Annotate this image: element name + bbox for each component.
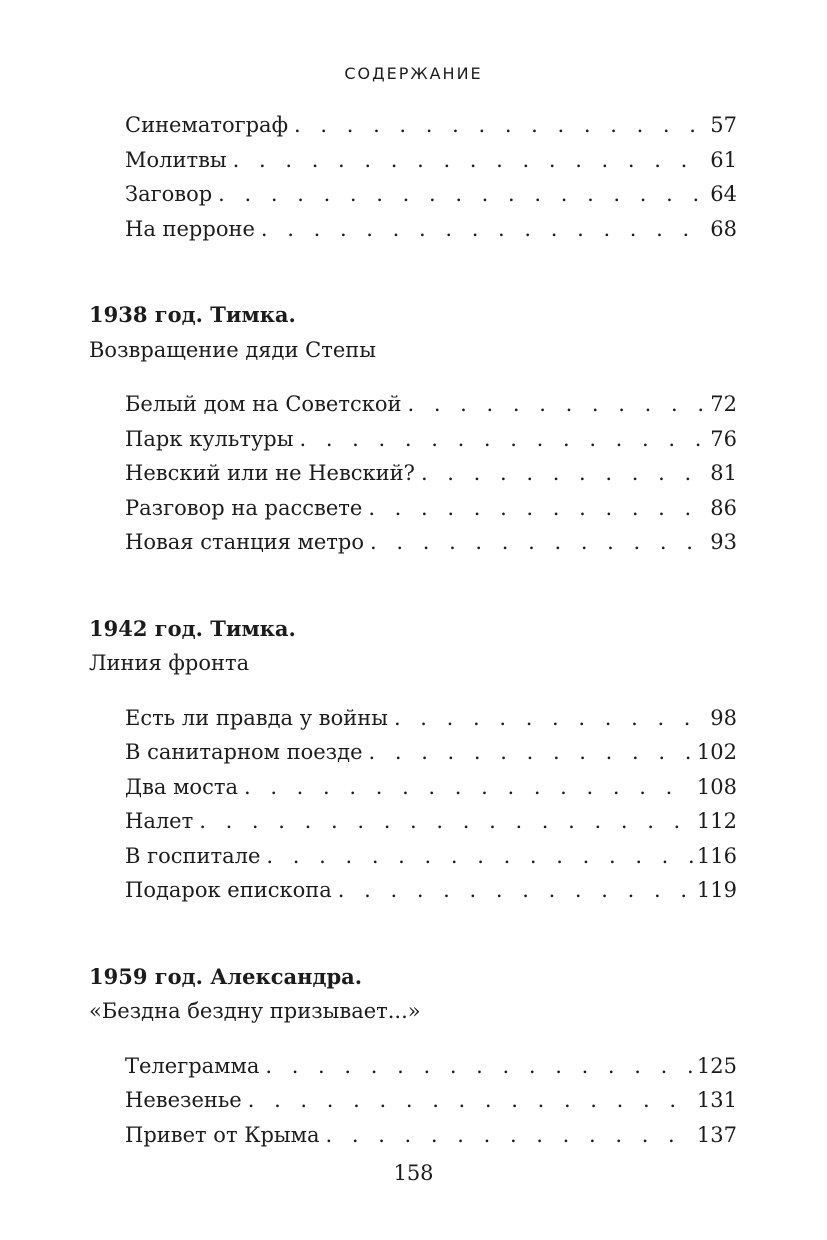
part-subtitle: Возвращение дяди Степы	[89, 337, 376, 362]
dot-leader	[218, 177, 706, 212]
toc-entry-title: Белый дом на Советской	[125, 392, 402, 416]
toc-entry[interactable]	[89, 387, 737, 422]
toc-entry-title: Разговор на рассвете	[125, 495, 363, 520]
toc-entry[interactable]	[89, 177, 737, 212]
toc-entry[interactable]	[89, 491, 737, 526]
intro-entries	[89, 108, 737, 246]
dot-leader	[369, 735, 693, 770]
dot-leader	[233, 143, 707, 178]
toc-entry-title: Налет	[125, 809, 194, 833]
toc-entry-title: В санитарном поезде	[125, 740, 363, 764]
toc-entry-title: Есть ли правда у войны	[125, 705, 388, 730]
page-number: 158	[393, 1161, 434, 1185]
table-of-contents	[89, 108, 737, 1152]
toc-entry-title: Новая станция метро	[125, 530, 365, 554]
toc-entry-title: Парк культуры	[125, 426, 294, 451]
toc-entry-page: 108	[696, 774, 737, 799]
part-subtitle: Линия фронта	[89, 651, 250, 675]
toc-entry[interactable]	[89, 735, 737, 770]
toc-entry-page: 72	[710, 392, 737, 416]
dot-leader	[370, 525, 706, 560]
toc-entry[interactable]	[89, 422, 737, 457]
dot-leader	[368, 491, 706, 526]
part-entries	[89, 387, 737, 560]
dot-leader	[338, 873, 693, 908]
toc-entry-page: 116	[696, 843, 737, 868]
toc-entry-title: Невский или не Невский?	[125, 461, 415, 485]
dot-leader	[261, 212, 706, 247]
dot-leader	[407, 387, 706, 422]
toc-entry[interactable]	[89, 770, 737, 805]
toc-entry-page: 68	[710, 216, 737, 241]
toc-entry-title: Два моста	[125, 774, 238, 799]
toc-entry[interactable]	[89, 456, 737, 491]
toc-entry-page: 81	[710, 461, 737, 485]
toc-entry[interactable]	[89, 1049, 737, 1084]
toc-entry[interactable]	[89, 525, 737, 560]
dot-leader	[394, 701, 706, 736]
dot-leader	[265, 1049, 693, 1084]
toc-entry-page: 137	[696, 1122, 737, 1147]
dot-leader	[421, 456, 706, 491]
toc-entry-page: 61	[710, 147, 737, 172]
toc-entry[interactable]	[89, 212, 737, 247]
toc-entry[interactable]	[89, 1083, 737, 1118]
toc-entry-page: 102	[696, 740, 737, 764]
toc-entry-page: 76	[710, 426, 737, 451]
toc-entry-title: Молитвы	[125, 147, 227, 172]
part-entries	[89, 1049, 737, 1153]
part-title: 1938 год. Тимка.	[89, 302, 296, 327]
part-subtitle: «Бездна бездну призывает...»	[89, 999, 421, 1023]
part-1938	[89, 298, 737, 560]
dot-leader	[299, 422, 706, 457]
part-title: 1942 год. Тимка.	[89, 615, 296, 641]
toc-entry[interactable]	[89, 873, 737, 908]
toc-entry-page: 57	[710, 113, 737, 137]
dot-leader	[248, 1083, 693, 1118]
toc-entry-title: Подарок епископа	[125, 878, 332, 902]
toc-entry[interactable]	[89, 108, 737, 143]
toc-entry-title: Телеграмма	[125, 1053, 260, 1078]
toc-entry-page: 112	[696, 809, 737, 833]
toc-entry-title: Невезенье	[125, 1088, 242, 1112]
toc-entry-page: 98	[710, 705, 737, 730]
toc-entry-title: На перроне	[125, 216, 255, 241]
dot-leader	[326, 1118, 693, 1153]
toc-entry-title: В госпитале	[125, 843, 261, 868]
toc-entry-page: 86	[710, 495, 737, 520]
dot-leader	[199, 804, 693, 839]
running-head: СОДЕРЖАНИЕ	[344, 64, 483, 83]
toc-entry[interactable]	[89, 804, 737, 839]
toc-entry[interactable]	[89, 1118, 737, 1153]
toc-entry-page: 125	[696, 1053, 737, 1078]
dot-leader	[294, 108, 706, 143]
toc-entry-title: Синематограф	[125, 113, 289, 137]
dot-leader	[266, 839, 692, 874]
toc-entry-page: 131	[696, 1088, 737, 1112]
part-title: 1959 год. Александра.	[89, 963, 363, 989]
toc-entry-page: 64	[710, 182, 737, 206]
dot-leader	[244, 770, 693, 805]
toc-entry[interactable]	[89, 143, 737, 178]
toc-entry[interactable]	[89, 839, 737, 874]
part-1942	[89, 612, 737, 908]
part-entries	[89, 701, 737, 908]
toc-entry[interactable]	[89, 701, 737, 736]
toc-entry-title: Привет от Крыма	[125, 1122, 320, 1147]
toc-entry-title: Заговор	[125, 182, 213, 206]
toc-entry-page: 93	[710, 530, 737, 554]
toc-entry-page: 119	[696, 878, 737, 902]
part-1959	[89, 960, 737, 1153]
